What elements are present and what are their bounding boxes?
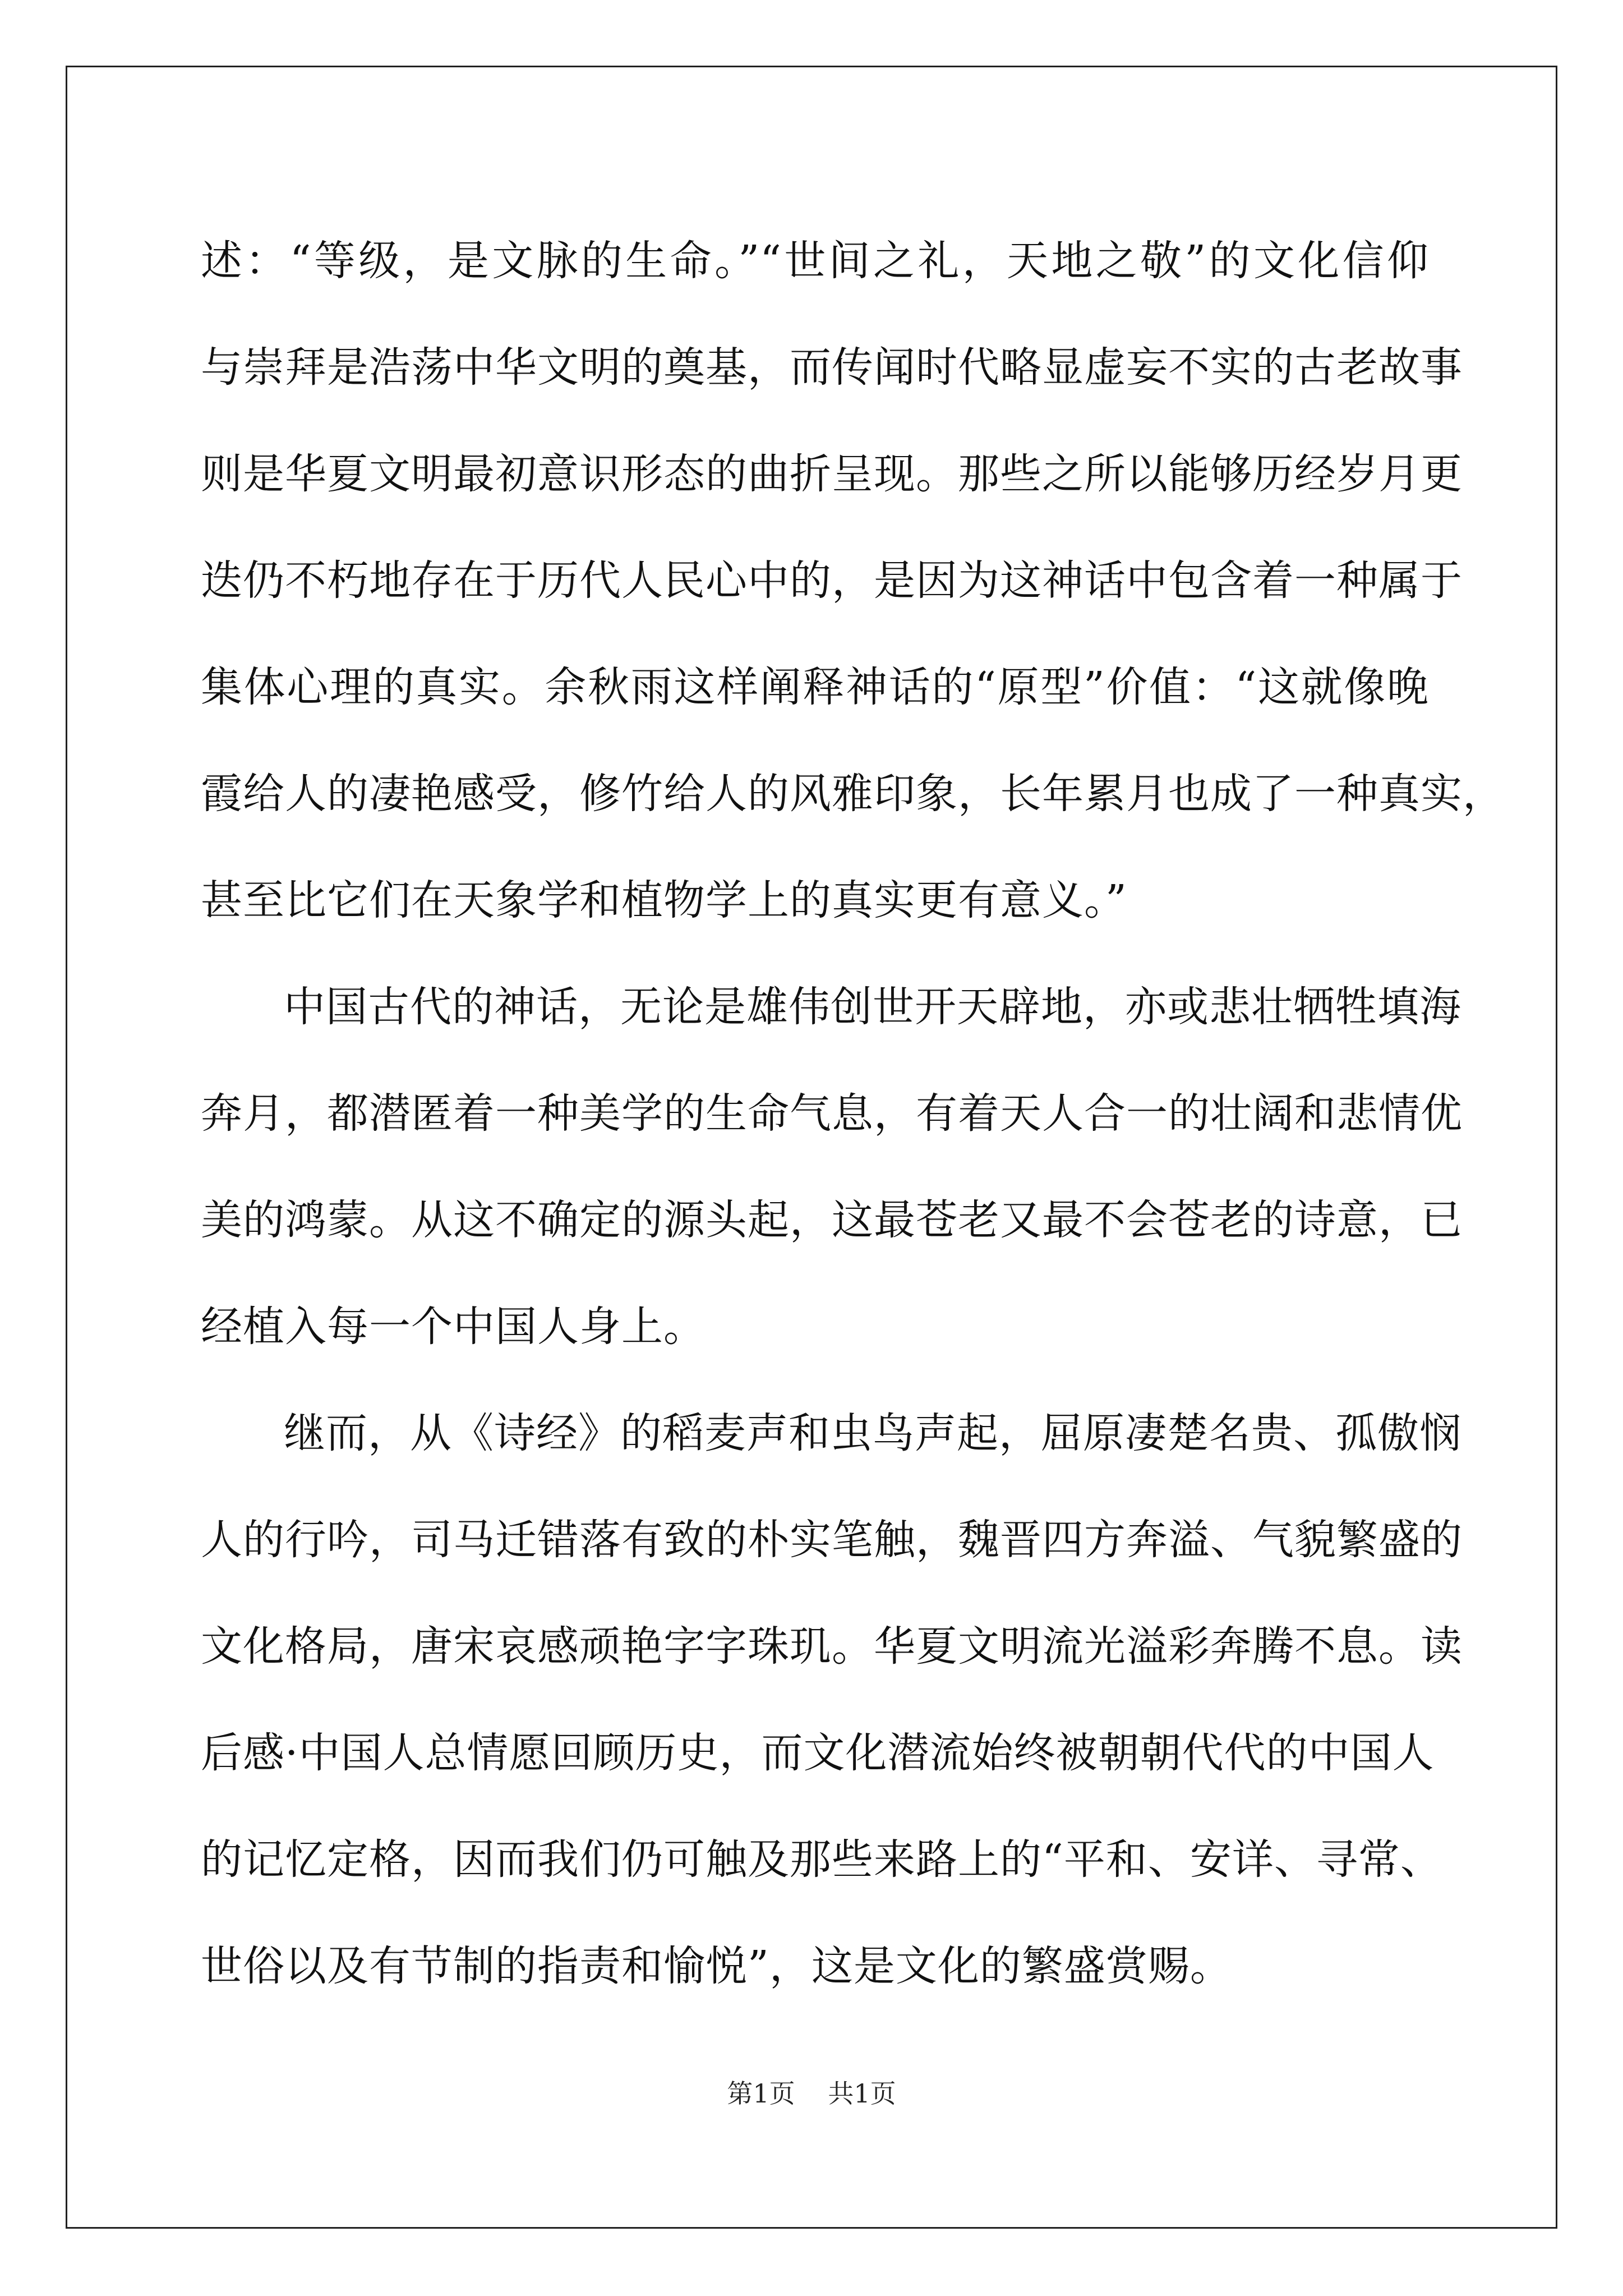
document-body <box>201 208 1505 2019</box>
text-line: 奔月，都潜匿着一种美学的生命气息，有着天人合一的壮阔和悲情优 <box>201 1089 1463 1138</box>
text-line: 经植入每一个中国人身上。 <box>201 1303 706 1351</box>
text-line: 霞给人的凄艳感受，修竹给人的风雅印象，长年累月也成了一种真实， <box>201 770 1505 818</box>
text-line: 人的行吟，司马迁错落有致的朴实笔触，魏晋四方奔溢、气貌繁盛的 <box>201 1516 1463 1564</box>
text-line: 迭仍不朽地存在于历代人民心中的，是因为这神话中包含着一种属于 <box>201 556 1463 605</box>
text-line: 世俗以及有节制的指责和愉悦”，这是文化的繁盛赏赐。 <box>201 1942 1232 1990</box>
text-line: 美的鸿蒙。从这不确定的源头起，这最苍老又最不会苍老的诗意，已 <box>201 1196 1463 1244</box>
paragraph-1 <box>201 208 1505 954</box>
text-line: 的记忆定格，因而我们仍可触及那些来路上的“平和、安详、寻常、 <box>201 1835 1442 1884</box>
text-line: 后感·中国人总情愿回顾历史，而文化潜流始终被朝朝代代的中国人 <box>201 1729 1435 1777</box>
text-line: 中国古代的神话，无论是雄伟创世开天辟地，亦或悲壮牺牲填海 <box>284 983 1461 1031</box>
text-line: 甚至比它们在天象学和植物学上的真实更有意义。” <box>201 876 1127 924</box>
text-line: 集体心理的真实。余秋雨这样阐释神话的“原型”价值：“这就像晚 <box>201 663 1429 711</box>
text-line: 与崇拜是浩荡中华文明的奠基，而传闻时代略显虚妄不实的古老故事 <box>201 343 1463 392</box>
paragraph-2 <box>201 954 1463 1380</box>
page-number-current: 第1页 <box>727 2078 795 2109</box>
page-number-total: 共1页 <box>828 2078 896 2109</box>
paragraph-3 <box>201 1380 1463 2019</box>
page-footer <box>0 2073 1623 2110</box>
text-line: 文化格局，唐宋哀感顽艳字字珠玑。华夏文明流光溢彩奔腾不息。读 <box>201 1622 1463 1671</box>
text-line: 述：“等级，是文脉的生命。”“世间之礼，天地之敬”的文化信仰 <box>201 237 1429 285</box>
text-line: 继而，从《诗经》的稻麦声和虫鸟声起，屈原凄楚名贵、孤傲悯 <box>284 1409 1461 1457</box>
text-line: 则是华夏文明最初意识形态的曲折呈现。那些之所以能够历经岁月更 <box>201 450 1463 498</box>
